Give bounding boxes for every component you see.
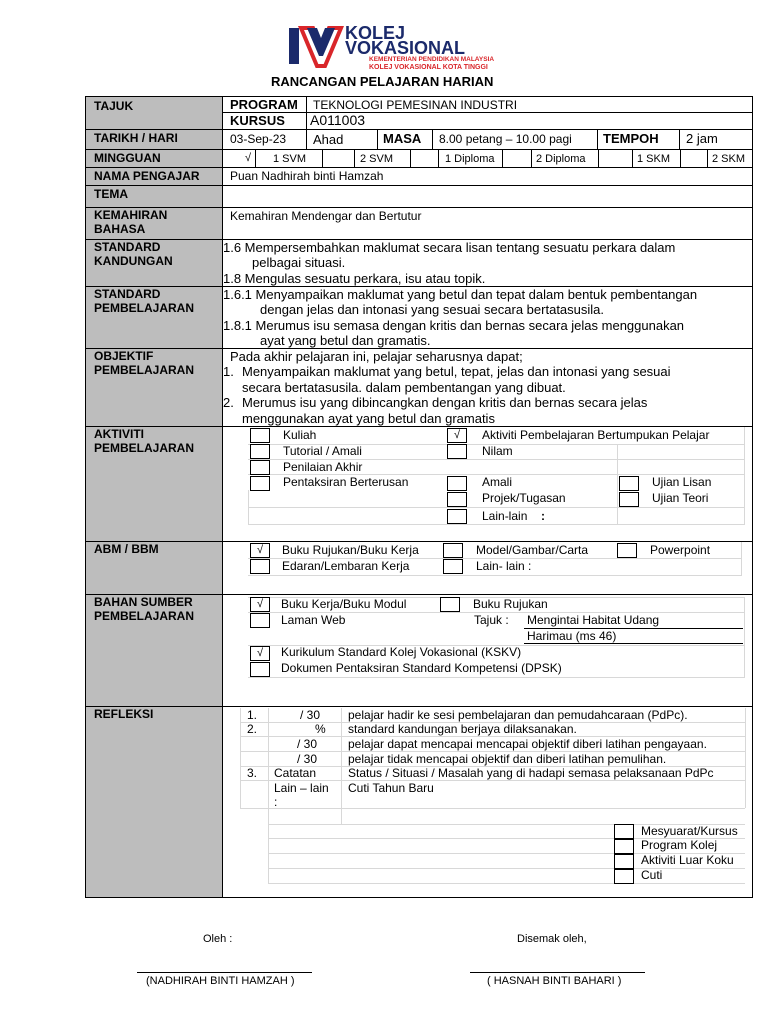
sk-line3: 1.8 Mengulas sesuatu perkara, isu atau topik. — [223, 271, 486, 286]
objektif-l4: menggunakan ayat yang betul dan gramatis — [242, 411, 495, 426]
objektif-intro: Pada akhir pelajaran ini, pelajar seharusnya dapat; — [230, 349, 523, 364]
aktiviti-lain: Lain-lain — [482, 509, 528, 523]
tempoh-value: 2 jam — [686, 131, 718, 146]
table-border-left — [85, 96, 86, 898]
checkbox-program-kolej[interactable] — [614, 839, 634, 854]
bahan-laman-web: Laman Web — [281, 613, 346, 627]
abm-lain: Lain- lain : — [476, 559, 532, 573]
checkbox-aktiviti-luar[interactable] — [614, 854, 634, 869]
mingguan-2diploma: 2 Diploma — [536, 153, 586, 165]
refleksi-lain-colon: : — [274, 795, 278, 809]
kemahiran-value: Kemahiran Mendengar dan Bertutur — [230, 209, 422, 223]
row-line — [222, 112, 753, 113]
nama-pengajar-value: Puan Nadhirah binti Hamzah — [230, 169, 384, 183]
label-standard-pembelajaran: STANDARD PEMBELAJARAN — [86, 286, 222, 348]
checkbox-abm-lain[interactable] — [443, 559, 463, 574]
aktiviti-pentaksiran: Pentaksiran Berterusan — [283, 475, 409, 489]
refleksi-lain-value: Cuti Tahun Baru — [348, 781, 434, 795]
mingguan-2skm: 2 SKM — [712, 153, 746, 165]
cell-divider — [377, 129, 378, 149]
checkbox-buku-rujukan-kerja[interactable]: √ — [250, 543, 270, 558]
label-kemahiran: KEMAHIRAN BAHASA — [86, 207, 222, 239]
grid-line — [268, 883, 745, 884]
refleksi-r2-value: % — [315, 722, 326, 736]
table-border-top — [85, 96, 753, 97]
mingguan-1svm: 1 SVM — [273, 153, 307, 165]
mingguan-check[interactable]: √ — [245, 152, 252, 164]
refleksi-r3-text: pelajar dapat mencapai mencapai objektif diberi latihan pengayaan. — [348, 737, 707, 751]
refleksi-r2-no: 2. — [247, 722, 258, 736]
label-tajuk: TAJUK — [86, 97, 222, 129]
objektif-n1: 1. — [223, 364, 234, 379]
signature-line-right — [470, 972, 645, 973]
label-aktiviti: AKTIVITI PEMBELAJARAN — [86, 426, 222, 541]
row-line — [85, 207, 753, 208]
bahan-buku-kerja: Buku Kerja/Buku Modul — [281, 597, 407, 611]
label-bahan: BAHAN SUMBER PEMBELAJARAN — [86, 594, 222, 706]
refleksi-mesyuarat: Mesyuarat/Kursus — [641, 824, 738, 838]
checkbox-buku-kerja-modul[interactable]: √ — [250, 597, 270, 612]
cell-divider — [598, 149, 599, 167]
aktiviti-amali: Amali — [482, 475, 513, 489]
logo-line1: KOLEJ — [345, 23, 406, 43]
aktiviti-nilam: Nilam — [482, 444, 513, 458]
logo-line3: KEMENTERIAN PENDIDIKAN MALAYSIA — [369, 56, 495, 63]
bahan-dpsk: Dokumen Pentaksiran Standard Kompetensi (DPSK) — [281, 661, 562, 675]
sign-name-left: (NADHIRAH BINTI HAMZAH ) — [146, 975, 295, 987]
refleksi-r1-value: / 30 — [300, 708, 321, 722]
checkbox-mesyuarat[interactable] — [614, 824, 634, 839]
abm-powerpoint: Powerpoint — [650, 543, 711, 557]
checkbox-model[interactable] — [443, 543, 463, 558]
bahan-tajuk-line1: Mengintai Habitat Udang — [527, 613, 660, 627]
cell-divider — [306, 96, 307, 129]
refleksi-r5-text: Status / Situasi / Masalah yang di hadapi semasa pelaksanaan PdPc — [348, 766, 714, 780]
kv-logo-icon — [287, 24, 345, 70]
grid-line — [741, 542, 742, 575]
sp-line2: dengan jelas dan intonasi yang sesuai secara bertatasusila. — [260, 302, 605, 317]
grid-line — [744, 597, 745, 677]
program-label: PROGRAM — [230, 97, 298, 112]
label-abm: ABM / BBM — [86, 541, 222, 594]
label-mingguan: MINGGUAN — [86, 149, 222, 167]
abm-buku: Buku Rujukan/Buku Kerja — [282, 543, 419, 557]
aktiviti-apbp: Aktiviti Pembelajaran Bertumpukan Pelajar — [482, 428, 710, 442]
row-line — [85, 426, 753, 427]
aktiviti-lain-colon: : — [541, 509, 545, 523]
aktiviti-teori: Ujian Teori — [652, 491, 709, 505]
checkbox-buku-rujukan[interactable] — [440, 597, 460, 612]
cell-divider — [680, 149, 681, 167]
bahan-kskv: Kurikulum Standard Kolej Vokasional (KSKV) — [281, 645, 522, 659]
grid-line — [617, 444, 618, 524]
label-refleksi: REFLEKSI — [86, 706, 222, 897]
row-line — [85, 185, 753, 186]
cell-divider — [597, 129, 598, 149]
sk-line2: pelbagai situasi. — [252, 255, 346, 270]
row-line — [85, 167, 753, 168]
checkbox-tutorial[interactable] — [250, 444, 270, 459]
checkbox-powerpoint[interactable] — [617, 543, 637, 558]
sk-line1: 1.6 Mempersembahkan maklumat secara lisan tentang sesuatu perkara dalam — [223, 240, 676, 255]
grid-line — [248, 507, 745, 508]
grid-line — [248, 575, 742, 576]
refleksi-catatan: Catatan — [274, 766, 317, 780]
objektif-n2: 2. — [223, 395, 234, 410]
refleksi-r2-text: standard kandungan berjaya dilaksanakan. — [348, 722, 577, 736]
row-line — [85, 541, 753, 542]
tarikh-date: 03-Sep-23 — [230, 132, 287, 146]
grid-line — [248, 677, 745, 678]
cell-divider — [432, 129, 433, 149]
checkbox-nilam[interactable] — [447, 444, 467, 459]
refleksi-cuti: Cuti — [641, 868, 663, 882]
aktiviti-tutorial: Tutorial / Amali — [283, 444, 362, 458]
objektif-l2: secara bertatasusila. dalam pembentangan yang dibuat. — [242, 380, 566, 395]
grid-line — [268, 708, 269, 884]
cell-divider — [707, 149, 708, 167]
mingguan-1diploma: 1 Diploma — [445, 153, 495, 165]
checkbox-projek[interactable] — [447, 492, 467, 507]
sp-line3: 1.8.1 Merumus isu semasa dengan kritis dan bernas secara jelas menggunakan — [223, 318, 685, 333]
aktiviti-kuliah: Kuliah — [283, 428, 317, 442]
checkbox-laman-web[interactable] — [250, 613, 270, 628]
row-line — [85, 149, 753, 150]
logo-line2: VOKASIONAL — [345, 38, 466, 58]
aktiviti-projek: Projek/Tugasan — [482, 491, 566, 505]
cell-divider — [410, 149, 411, 167]
refleksi-r4-text: pelajar tidak mencapai objektif dan diberi latihan pemulihan. — [348, 752, 667, 766]
cell-divider — [255, 149, 256, 167]
masa-value: 8.00 petang – 10.00 pagi — [439, 132, 572, 146]
checkbox-apbp[interactable]: √ — [447, 428, 467, 443]
refleksi-r1-text: pelajar hadir ke sesi pembelajaran dan pemudahcaraan (PdPc). — [348, 708, 688, 722]
cell-divider — [679, 129, 680, 149]
logo-line4: KOLEJ VOKASIONAL KOTA TINGGI — [369, 64, 488, 71]
bahan-buku-rujukan: Buku Rujukan — [473, 597, 548, 611]
tarikh-hari: Ahad — [313, 132, 344, 147]
refleksi-r4-value: / 30 — [297, 752, 318, 766]
label-tarikh: TARIKH / HARI — [86, 129, 222, 149]
masa-label: MASA — [383, 131, 422, 146]
cell-divider — [632, 149, 633, 167]
tempoh-label: TEMPOH — [603, 131, 659, 146]
mingguan-2svm: 2 SVM — [360, 153, 394, 165]
checkbox-pentaksiran[interactable] — [250, 476, 270, 491]
sign-disemak: Disemak oleh, — [517, 933, 587, 945]
cell-divider — [354, 149, 355, 167]
cell-divider — [322, 149, 323, 167]
abm-model: Model/Gambar/Carta — [476, 543, 589, 557]
grid-line — [240, 808, 745, 809]
objektif-l3: Merumus isu yang dibincangkan dengan kritis dan bernas secara jelas — [242, 395, 648, 410]
table-divider-label — [222, 96, 223, 898]
grid-line — [248, 524, 745, 525]
kursus-label: KURSUS — [230, 113, 285, 128]
refleksi-r3-value: / 30 — [297, 737, 318, 751]
sp-line1: 1.6.1 Menyampaikan maklumat yang betul dan tepat dalam bentuk pembentangan — [223, 287, 698, 302]
refleksi-aktiviti-luar: Aktiviti Luar Koku — [641, 853, 734, 867]
objektif-l1: Menyampaikan maklumat yang betul, tepat, jelas dan intonasi yang sesuai — [242, 364, 671, 379]
refleksi-r5-no: 3. — [247, 766, 258, 780]
label-objektif: OBJEKTIF PEMBELAJARAN — [86, 348, 222, 426]
label-tema: TEMA — [86, 185, 222, 207]
checkbox-kskv[interactable]: √ — [250, 646, 270, 661]
checkbox-cuti[interactable] — [614, 869, 634, 884]
grid-line — [240, 708, 241, 808]
checkbox-lain[interactable] — [447, 509, 467, 524]
row-line — [85, 129, 753, 130]
grid-line — [745, 708, 746, 808]
refleksi-r1-no: 1. — [247, 708, 258, 722]
sp-line4: ayat yang betul dan gramatis. — [260, 333, 431, 348]
sign-oleh: Oleh : — [203, 933, 233, 945]
checkbox-dpsk[interactable] — [250, 662, 270, 677]
row-line — [85, 706, 753, 707]
program-value: TEKNOLOGI PEMESINAN INDUSTRI — [313, 98, 518, 112]
row-line — [85, 594, 753, 595]
mingguan-1skm: 1 SKM — [637, 153, 671, 165]
grid-line — [248, 490, 249, 524]
signature-line-left — [137, 972, 312, 973]
table-border-bottom — [85, 897, 753, 898]
table-border-right — [752, 96, 753, 898]
aktiviti-penilaian: Penilaian Akhir — [283, 460, 363, 474]
refleksi-lain-label: Lain – lain — [274, 781, 329, 795]
checkbox-amali[interactable] — [447, 476, 467, 491]
label-standard-kandungan: STANDARD KANDUNGAN — [86, 239, 222, 286]
tajuk-underline — [524, 643, 743, 644]
checkbox-penilaian[interactable] — [250, 460, 270, 475]
page-title: RANCANGAN PELAJARAN HARIAN — [271, 74, 494, 89]
aktiviti-lisan: Ujian Lisan — [652, 475, 712, 489]
refleksi-program-kolej: Program Kolej — [641, 838, 718, 852]
cell-divider — [438, 149, 439, 167]
label-nama: NAMA PENGAJAR — [86, 167, 222, 185]
checkbox-teori[interactable] — [619, 492, 639, 507]
kursus-value: A011003 — [310, 112, 366, 128]
checkbox-kuliah[interactable] — [250, 428, 270, 443]
checkbox-lisan[interactable] — [619, 476, 639, 491]
grid-line — [744, 427, 745, 524]
sign-name-right: ( HASNAH BINTI BAHARI ) — [487, 975, 622, 987]
bahan-tajuk-line2: Harimau (ms 46) — [527, 629, 617, 643]
bahan-tajuk-label: Tajuk : — [474, 613, 509, 627]
cell-divider — [306, 129, 307, 149]
abm-edaran: Edaran/Lembaran Kerja — [282, 559, 410, 573]
checkbox-edaran[interactable] — [250, 559, 270, 574]
grid-line — [268, 868, 745, 869]
cell-divider — [502, 149, 503, 167]
college-logo — [287, 24, 497, 74]
cell-divider — [531, 149, 532, 167]
